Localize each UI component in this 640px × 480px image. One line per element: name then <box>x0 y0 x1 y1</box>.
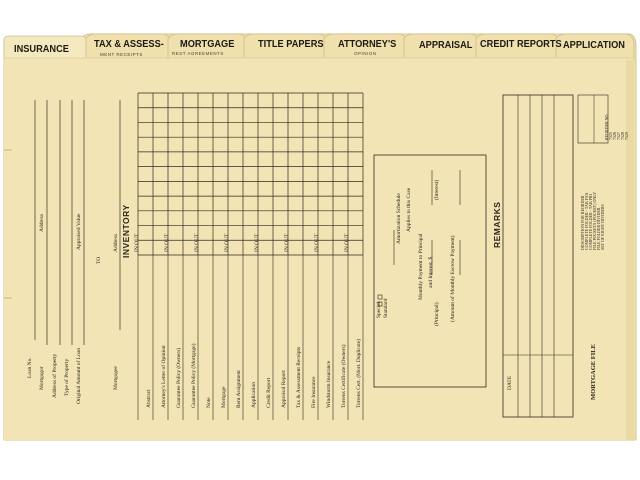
product-detail-line: 7529 <box>624 132 629 140</box>
in-out-label: IN OUT <box>314 233 320 252</box>
inventory-item: Abstract <box>146 389 152 408</box>
inventory-item: Guarantee Policy (Owners) <box>176 347 182 408</box>
in-out-label: IN OUT <box>344 233 350 252</box>
tab-tax-assessment[interactable]: TAX & ASSESS- <box>94 38 164 50</box>
in-out-label: IN OUT <box>254 233 260 252</box>
appraised-value-label: Appraised Value <box>76 213 82 250</box>
in-out-label: IN OUT <box>224 233 230 252</box>
product-detail-line: 7527 <box>616 132 621 140</box>
inventory-title: INVENTORY <box>121 204 131 258</box>
to-label: TO <box>96 256 102 264</box>
in-out-label: IN OUT <box>134 233 140 252</box>
inventory-item: Torrens Certificate (Owners) <box>341 344 347 408</box>
product-detail-line: FILE FOLDER DIVIDER <box>596 207 601 250</box>
inventory-item: Torrens Cert. (Mort. Duplicate) <box>356 338 362 408</box>
product-detail-line: DESCRIPTION FOR REORDER <box>580 195 585 250</box>
tab-tax-assessment-sub: MENT RECEIPTS <box>100 52 143 57</box>
product-name: MORTGAGE FILE <box>590 344 597 400</box>
interest-col-label: (Interest) <box>434 179 440 200</box>
inventory-item: Appraisal Report <box>281 370 287 408</box>
inventory-item: Fire Insurance <box>311 376 317 408</box>
date-label: DATE <box>507 375 513 390</box>
amortization-label: Amortization Schedule <box>396 193 402 244</box>
principal-label: (Principal) <box>434 302 440 326</box>
tab-mortgage[interactable]: MORTGAGE <box>180 38 235 50</box>
loan-amount-label: Original Amount of Loan <box>76 347 82 404</box>
inventory-item: Guarantee Policy (Mortgage) <box>191 343 197 408</box>
tab-attorneys-sub: OPINION <box>354 51 377 56</box>
inventory-item: Application <box>251 382 257 408</box>
inventory-item: Tax & Assessment Receipts <box>296 346 302 408</box>
tab-attorneys[interactable]: ATTORNEY'S <box>338 38 397 50</box>
inventory-item: Attorney's Letter of Opinion <box>161 345 167 408</box>
property-address-label: Address of Property <box>52 353 58 398</box>
product-detail-line: 7526 <box>612 132 617 140</box>
loan-no-label: Loan No. <box>27 357 33 378</box>
standard-label: Standard <box>383 298 389 318</box>
product-detail-line: COMPLETE FOLDER - TAB FAN <box>584 192 589 250</box>
inventory-item: Rent Assignment <box>236 370 242 408</box>
product-detail-line: REORDER NO. <box>604 113 609 140</box>
tab-insurance[interactable]: INSURANCE <box>14 43 69 55</box>
tab-credit-reports[interactable]: CREDIT REPORTS <box>480 38 562 50</box>
mortgagee-label: Mortgagee <box>113 366 119 390</box>
product-detail-line: COMPLETE FOLDER - TAB PRI <box>588 194 593 250</box>
tab-mortgage-sub: REST AGREEMENTS <box>172 51 224 56</box>
monthly-payment-label: Monthly Payment to Principal <box>418 233 424 300</box>
interest-label: and Interest, $ <box>428 256 434 288</box>
special-label: Special <box>376 301 382 318</box>
tab-application[interactable]: APPLICATION <box>563 39 625 51</box>
inventory-item: Credit Report <box>266 377 272 408</box>
mortgagee-address-label: Address <box>113 233 119 252</box>
escrow-label: (Amount of Monthly Escrow Payment) <box>450 235 456 322</box>
inventory-item: Note <box>206 397 212 408</box>
product-detail-line: 7525 <box>608 132 613 140</box>
in-out-label: IN OUT <box>164 233 170 252</box>
inventory-item: Mortgage <box>221 386 227 408</box>
applies-label: Applies to this Case <box>406 187 412 232</box>
product-detail-line: 7528 <box>620 132 625 140</box>
remarks-title: REMARKS <box>492 201 502 248</box>
tab-title-papers[interactable]: TITLE PAPERS <box>258 38 324 50</box>
in-out-label: IN OUT <box>194 233 200 252</box>
product-detail-line: FILE POCKETS (POCKET) ONLY <box>592 191 597 250</box>
mortgagor-label: Mortgagor <box>39 366 45 390</box>
in-out-label: IN OUT <box>284 233 290 252</box>
mortgagor-address-label: Address <box>39 213 45 232</box>
tab-appraisal[interactable]: APPRAISAL <box>419 39 473 51</box>
inventory-item: Windstorm Insurance <box>326 360 332 408</box>
property-type-label: Type of Property <box>64 358 70 396</box>
product-detail-line: SET OF EIGHT DIVIDERS <box>600 204 605 250</box>
